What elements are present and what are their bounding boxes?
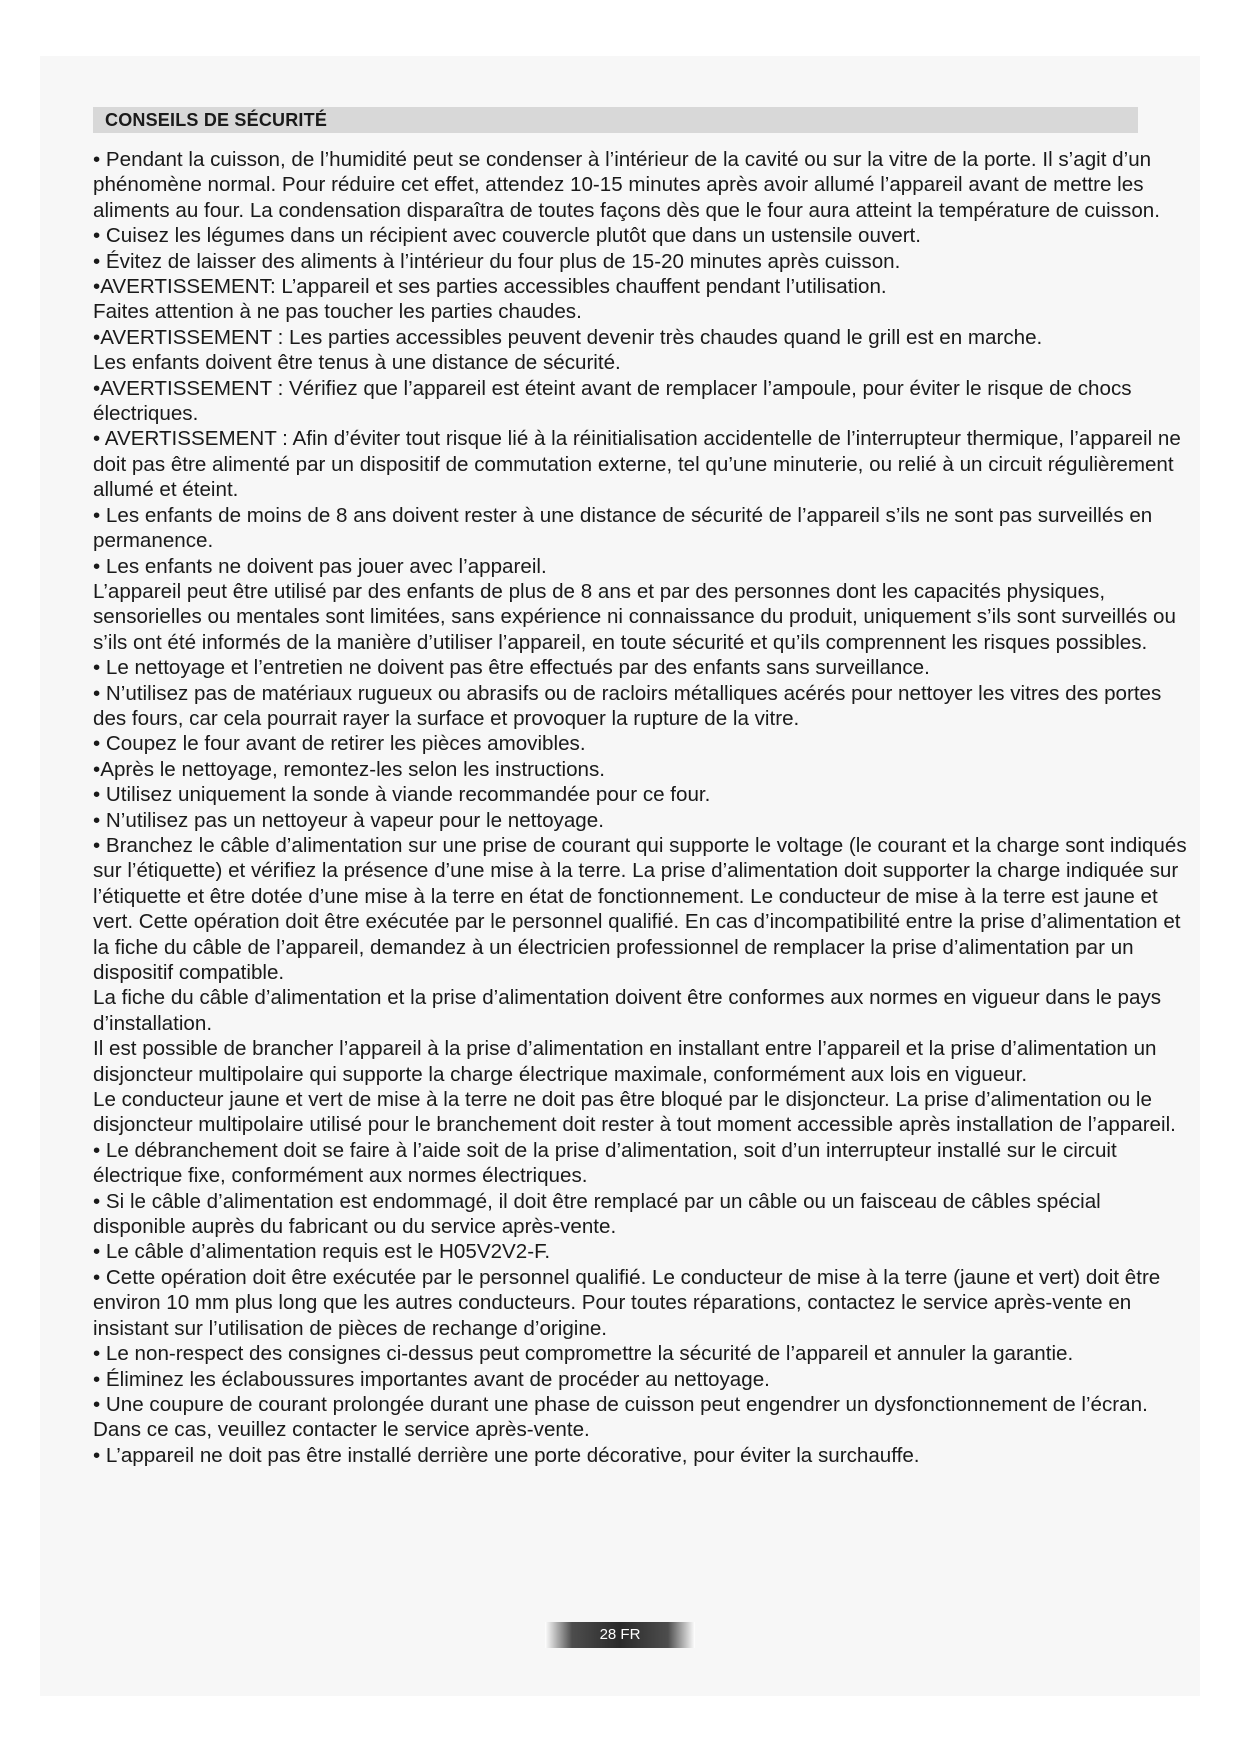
- paragraph: • Les enfants de moins de 8 ans doivent rester à une distance de sécurité de l’appareil s’ils ne sont pas surveillés en permanence.: [93, 503, 1153, 553]
- paragraph: • Le débranchement doit se faire à l’aide soit de la prise d’alimentation, soit d’un interrupteur installé sur le circuit électrique fixe, conformément aux normes électriques.: [93, 1138, 1117, 1188]
- paragraph: • Branchez le câble d’alimentation sur une prise de courant qui supporte le voltage (le courant et la charge sont indiqués sur l’étiquette) et vérifiez la présence d’une mise à la terre. La prise d’alimentation doit supporter la charge indiquée sur l’étiquette et être dotée d’une mise à la terre en état de fonctionnement. Le conducteur de mise à la terre est jaune et vert. Cette opération doit être exécutée par le personnel qualifié. En cas d’incompatibilité entre la prise d’alimentation et la fiche du câble de l’appareil, demandez à un électricien professionnel de remplacer la prise d’alimentation par un dispositif compatible.: [93, 833, 1187, 984]
- paragraph: • AVERTISSEMENT : Afin d’éviter tout risque lié à la réinitialisation accidentelle de l’interrupteur thermique, l’appareil ne doit pas être alimenté par un dispositif de commutation externe, tel qu’une minuterie, ou relié à un circuit régulièrement allumé et éteint.: [93, 427, 1181, 502]
- page-number: 28 FR: [545, 1622, 695, 1648]
- paragraph: • Coupez le four avant de retirer les pièces amovibles.: [93, 732, 586, 756]
- paragraph: Faites attention à ne pas toucher les parties chaudes.: [93, 300, 582, 324]
- paragraph: •AVERTISSEMENT: L’appareil et ses parties accessibles chauffent pendant l’utilisation.: [93, 275, 887, 299]
- paragraph: •AVERTISSEMENT : Vérifiez que l’appareil est éteint avant de remplacer l’ampoule, pour éviter le risque de chocs électriques.: [93, 376, 1132, 426]
- paragraph: • Le nettoyage et l’entretien ne doivent pas être effectués par des enfants sans surveillance.: [93, 656, 930, 680]
- paragraph: • Utilisez uniquement la sonde à viande recommandée pour ce four.: [93, 783, 711, 807]
- paragraph: • L’appareil ne doit pas être installé derrière une porte décorative, pour éviter la surchauffe.: [93, 1443, 920, 1467]
- paragraph: • Le câble d’alimentation requis est le H05V2V2-F.: [93, 1240, 551, 1264]
- paragraph: • Cette opération doit être exécutée par le personnel qualifié. Le conducteur de mise à la terre (jaune et vert) doit être environ 10 mm plus long que les autres conducteurs. Pour toutes réparations, contactez le service après-vente en insistant sur l’utilisation de pièces de rechange d’origine.: [93, 1265, 1161, 1340]
- paragraph: • Les enfants ne doivent pas jouer avec l’appareil.: [93, 554, 547, 578]
- paragraph: • Le non-respect des consignes ci-dessus peut compromettre la sécurité de l’appareil et annuler la garantie.: [93, 1342, 1074, 1366]
- paragraph: • Cuisez les légumes dans un récipient avec couvercle plutôt que dans un ustensile ouvert.: [93, 224, 922, 248]
- safety-instructions-body: [93, 147, 1188, 1468]
- paragraph: • Une coupure de courant prolongée durant une phase de cuisson peut engendrer un dysfonctionnement de l’écran. Dans ce cas, veuillez contacter le service après-vente.: [93, 1392, 1148, 1442]
- paragraph: • N’utilisez pas un nettoyeur à vapeur pour le nettoyage.: [93, 808, 604, 832]
- paragraph: • Pendant la cuisson, de l’humidité peut se condenser à l’intérieur de la cavité ou sur la vitre de la porte. Il s’agit d’un phénomène normal. Pour réduire cet effet, attendez 10-15 minutes après avoir allumé l’appareil avant de mettre les aliments au four. La condensation disparaîtra de toutes façons dès que le four aura atteint la température de cuisson.: [93, 148, 1160, 222]
- paragraph: • N’utilisez pas de matériaux rugueux ou abrasifs ou de racloirs métalliques acérés pour nettoyer les vitres des portes des fours, car cela pourrait rayer la surface et provoquer la rupture de la vitre.: [93, 681, 1162, 730]
- paragraph: La fiche du câble d’alimentation et la prise d’alimentation doivent être conformes aux normes en vigueur dans le pays d’installation.: [93, 986, 1162, 1035]
- paragraph: L’appareil peut être utilisé par des enfants de plus de 8 ans et par des personnes dont les capacités physiques, sensorielles ou mentales sont limitées, sans expérience ni connaissance du produit, uniquement s’ils sont surveillés ou s’ils ont été informés de la manière d’utiliser l’appareil, en toute sécurité et qu’ils comprennent les risques possibles.: [93, 579, 1176, 654]
- paragraph: Le conducteur jaune et vert de mise à la terre ne doit pas être bloqué par le disjoncteur. La prise d’alimentation ou le disjoncteur multipolaire utilisé pour le branchement doit rester à tout moment accessible après installation de l’appareil.: [93, 1088, 1176, 1137]
- paragraph: Il est possible de brancher l’appareil à la prise d’alimentation en installant entre l’appareil et la prise d’alimentation un disjoncteur multipolaire qui supporte la charge électrique maximale, conformément aux lois en vigueur.: [93, 1037, 1157, 1086]
- paragraph: •Après le nettoyage, remontez-les selon les instructions.: [93, 757, 606, 781]
- paragraph: • Éliminez les éclaboussures importantes avant de procéder au nettoyage.: [93, 1367, 770, 1391]
- section-title: CONSEILS DE SÉCURITÉ: [93, 107, 1138, 133]
- paragraph: •AVERTISSEMENT : Les parties accessibles peuvent devenir très chaudes quand le grill est en marche.: [93, 325, 1043, 349]
- paragraph: Les enfants doivent être tenus à une distance de sécurité.: [93, 351, 621, 375]
- paragraph: • Si le câble d’alimentation est endommagé, il doit être remplacé par un câble ou un faisceau de câbles spécial disponible auprès du fabricant ou du service après-vente.: [93, 1189, 1101, 1239]
- paragraph: • Évitez de laisser des aliments à l’intérieur du four plus de 15-20 minutes après cuisson.: [93, 249, 901, 273]
